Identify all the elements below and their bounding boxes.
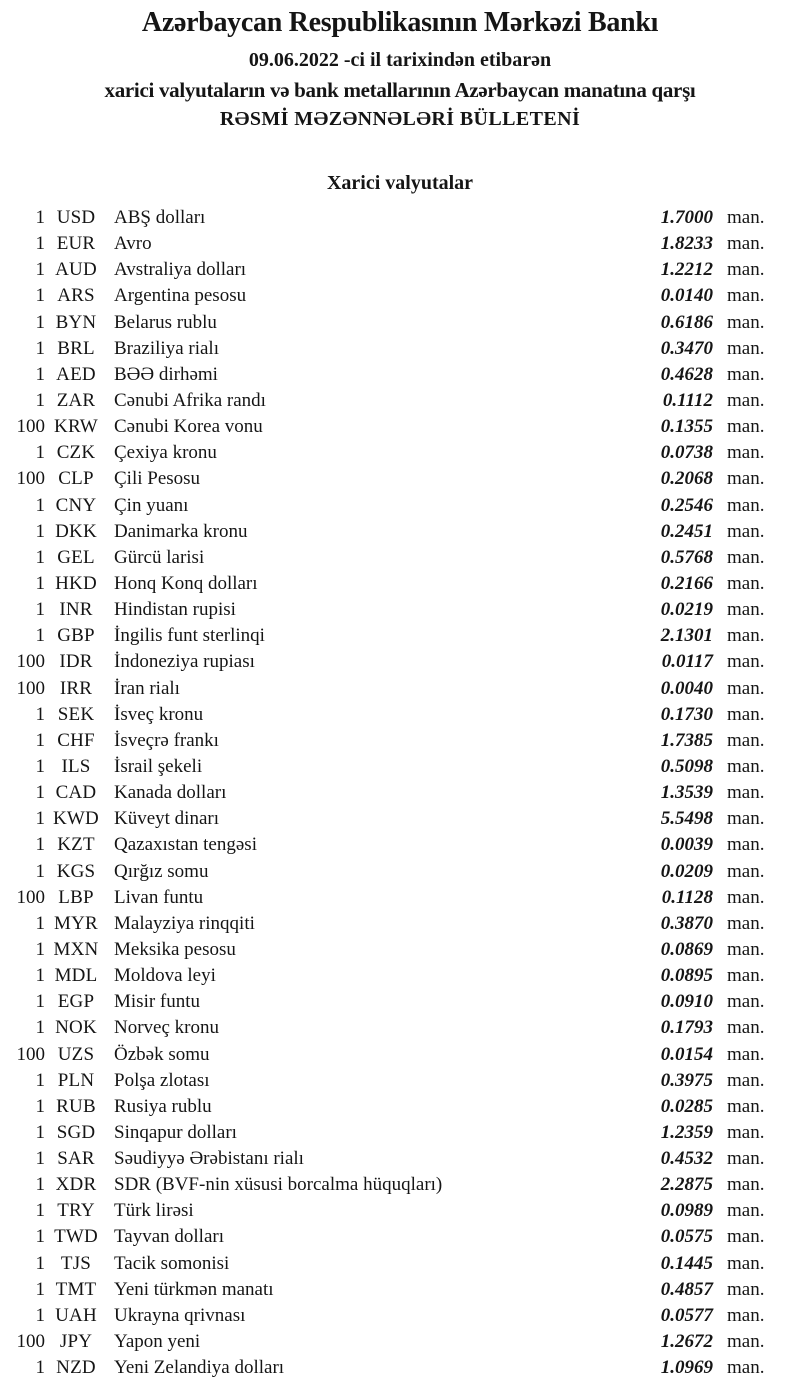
currency-unit: man. <box>727 782 765 804</box>
currency-row <box>0 466 800 492</box>
currency-name: Belarus rublu <box>114 311 217 333</box>
currency-rate: 2.1301 <box>660 625 713 647</box>
currency-rate: 0.6186 <box>660 311 713 333</box>
currency-row <box>0 832 800 858</box>
currency-unit: man. <box>727 1043 765 1065</box>
currency-name: İsrail şekeli <box>114 755 203 777</box>
currency-rate: 0.0575 <box>660 1226 713 1248</box>
currency-row <box>0 1224 800 1250</box>
currency-quantity: 1 <box>35 442 45 464</box>
currency-unit: man. <box>727 625 765 647</box>
currency-row <box>0 362 800 388</box>
currency-unit: man. <box>727 1278 765 1300</box>
currency-name: Kanada dolları <box>114 782 227 804</box>
currency-code: ARS <box>57 285 95 307</box>
currency-row <box>0 519 800 545</box>
currency-name: Moldova leyi <box>114 965 216 987</box>
currency-quantity: 1 <box>35 311 45 333</box>
currency-rate: 0.2166 <box>660 572 713 594</box>
currency-quantity: 1 <box>35 938 45 960</box>
currency-unit: man. <box>727 938 765 960</box>
currency-name: Səudiyyə Ərəbistanı rialı <box>114 1148 304 1170</box>
currency-quantity: 1 <box>35 389 45 411</box>
currency-unit: man. <box>727 1200 765 1222</box>
currency-rate: 0.4532 <box>660 1148 713 1170</box>
currency-name: Norveç kronu <box>114 1017 219 1039</box>
currency-rate: 0.0140 <box>660 285 713 307</box>
currency-unit: man. <box>727 991 765 1013</box>
currency-name: Cənubi Korea vonu <box>114 416 263 438</box>
currency-name: Özbək somu <box>114 1043 210 1065</box>
currency-row <box>0 806 800 832</box>
currency-unit: man. <box>727 677 765 699</box>
currency-code: UAH <box>55 1304 97 1326</box>
currency-row <box>0 1277 800 1303</box>
currency-unit: man. <box>727 546 765 568</box>
currency-unit: man. <box>727 1226 765 1248</box>
currency-name: Çin yuanı <box>114 494 189 516</box>
currency-row <box>0 1015 800 1041</box>
currency-rate: 0.2068 <box>660 468 713 490</box>
currency-unit: man. <box>727 311 765 333</box>
currency-code: CAD <box>55 782 97 804</box>
currency-name: ABŞ dolları <box>114 207 206 228</box>
currency-name: Tayvan dolları <box>114 1226 224 1248</box>
currency-unit: man. <box>727 1174 765 1196</box>
currency-name: Ukrayna qrivnası <box>114 1304 246 1326</box>
currency-row <box>0 623 800 649</box>
currency-rate: 0.0117 <box>661 651 713 673</box>
currency-unit: man. <box>727 808 765 830</box>
currency-quantity: 1 <box>35 572 45 594</box>
currency-code: TWD <box>54 1226 98 1248</box>
currency-rate: 1.2672 <box>660 1331 713 1353</box>
currency-rate: 2.2875 <box>660 1174 713 1196</box>
currency-quantity: 100 <box>16 468 45 490</box>
currency-rate: 0.0040 <box>660 677 713 699</box>
currency-name: Çexiya kronu <box>114 442 217 464</box>
currency-row <box>0 1172 800 1198</box>
currency-quantity: 1 <box>35 259 45 281</box>
currency-row <box>0 283 800 309</box>
currency-quantity: 1 <box>35 1357 45 1377</box>
currency-quantity: 1 <box>35 912 45 934</box>
currency-rate: 0.1793 <box>660 1017 713 1039</box>
currency-name: Polşa zlotası <box>114 1069 210 1091</box>
currency-row <box>0 1120 800 1146</box>
currency-quantity: 1 <box>35 337 45 359</box>
currency-rate: 1.0969 <box>660 1357 713 1377</box>
currency-quantity: 1 <box>35 729 45 751</box>
currency-rate: 5.5498 <box>660 808 713 830</box>
currency-rate: 0.1112 <box>662 389 713 411</box>
bulletin-subtitle-line1: xarici valyutaların və bank metallarının Azərbaycan manatına qarşı <box>104 78 696 102</box>
currency-row <box>0 989 800 1015</box>
currency-rate: 0.5098 <box>660 755 713 777</box>
currency-unit: man. <box>727 468 765 490</box>
currency-name: Hindistan rupisi <box>114 599 236 621</box>
currency-code: XDR <box>55 1174 97 1196</box>
currency-rate: 0.0989 <box>660 1200 713 1222</box>
currency-quantity: 1 <box>35 363 45 385</box>
currency-name: Yapon yeni <box>114 1331 201 1353</box>
currency-quantity: 1 <box>35 285 45 307</box>
currency-quantity: 1 <box>35 207 45 228</box>
currency-quantity: 1 <box>35 233 45 255</box>
currency-code: CNY <box>55 494 97 516</box>
currency-row <box>0 859 800 885</box>
currency-rate: 0.5768 <box>660 546 713 568</box>
currency-quantity: 1 <box>35 1252 45 1274</box>
currency-code: UZS <box>57 1043 95 1065</box>
currency-row <box>0 257 800 283</box>
currency-code: JPY <box>59 1331 93 1353</box>
currency-code: ILS <box>61 755 91 777</box>
currency-rate: 0.3470 <box>660 337 713 359</box>
currency-code: CHF <box>57 729 95 751</box>
currency-unit: man. <box>727 416 765 438</box>
currency-name: Gürcü larisi <box>114 546 205 568</box>
currency-rate: 1.3539 <box>660 782 713 804</box>
currency-code: CLP <box>58 468 94 490</box>
currency-name: Argentina pesosu <box>114 285 247 307</box>
currency-quantity: 1 <box>35 1095 45 1117</box>
bank-title: Azərbaycan Respublikasının Mərkəzi Bankı <box>141 7 659 38</box>
currency-rate: 0.3975 <box>660 1069 713 1091</box>
currency-unit: man. <box>727 1357 765 1377</box>
currency-code: BRL <box>57 337 95 359</box>
currency-quantity: 1 <box>35 965 45 987</box>
currency-quantity: 100 <box>16 651 45 673</box>
currency-rate: 1.7000 <box>660 207 713 228</box>
currency-rate: 0.1730 <box>660 703 713 725</box>
currency-unit: man. <box>727 755 765 777</box>
currency-unit: man. <box>727 1069 765 1091</box>
currency-table <box>0 205 800 1377</box>
currency-quantity: 100 <box>16 677 45 699</box>
currency-unit: man. <box>727 651 765 673</box>
currency-quantity: 100 <box>16 416 45 438</box>
currency-code: CZK <box>56 442 96 464</box>
currency-name: Küveyt dinarı <box>114 808 220 830</box>
currency-name: SDR (BVF-nin xüsusi borcalma hüquqları) <box>114 1174 443 1196</box>
currency-unit: man. <box>727 1304 765 1326</box>
currency-name: Rusiya rublu <box>114 1095 212 1117</box>
currency-rate: 0.0039 <box>660 834 713 856</box>
currency-name: Misir funtu <box>114 991 201 1013</box>
currency-row <box>0 1355 800 1377</box>
currency-quantity: 1 <box>35 703 45 725</box>
currency-code: INR <box>59 599 93 621</box>
currency-rate: 1.7385 <box>660 729 713 751</box>
bulletin-header <box>0 0 800 131</box>
currency-code: AUD <box>55 259 97 281</box>
currency-code: AED <box>56 363 96 385</box>
currency-row <box>0 1094 800 1120</box>
currency-quantity: 1 <box>35 860 45 882</box>
currency-rate: 1.8233 <box>660 233 713 255</box>
currency-quantity: 1 <box>35 599 45 621</box>
currency-code: DKK <box>55 520 97 542</box>
currency-name: Qırğız somu <box>114 860 209 882</box>
currency-rate: 0.2451 <box>660 520 713 542</box>
currency-unit: man. <box>727 442 765 464</box>
currency-row <box>0 1198 800 1224</box>
currency-rate: 0.1445 <box>660 1252 713 1274</box>
currency-row <box>0 702 800 728</box>
currency-name: İsveç kronu <box>114 703 204 725</box>
currency-rate: 0.0285 <box>660 1095 713 1117</box>
currency-quantity: 1 <box>35 991 45 1013</box>
currency-name: İngilis funt sterlinqi <box>114 625 265 647</box>
currency-unit: man. <box>727 912 765 934</box>
currency-row <box>0 1251 800 1277</box>
currency-row <box>0 676 800 702</box>
currency-unit: man. <box>727 207 765 228</box>
currency-name: Meksika pesosu <box>114 938 236 960</box>
currency-unit: man. <box>727 520 765 542</box>
currency-unit: man. <box>727 494 765 516</box>
currency-row <box>0 231 800 257</box>
currency-row <box>0 388 800 414</box>
currency-code: LBP <box>58 886 94 908</box>
currency-quantity: 1 <box>35 1200 45 1222</box>
currency-unit: man. <box>727 1331 765 1353</box>
currency-name: Avstraliya dolları <box>114 259 247 281</box>
currency-row <box>0 1146 800 1172</box>
currency-name: Tacik somonisi <box>114 1252 230 1274</box>
currency-unit: man. <box>727 363 765 385</box>
currency-rate: 0.0154 <box>660 1043 713 1065</box>
currency-row <box>0 597 800 623</box>
currency-row <box>0 205 800 231</box>
section-title-foreign-currencies: Xarici valyutalar <box>326 172 474 194</box>
currency-code: TRY <box>57 1200 95 1222</box>
currency-quantity: 100 <box>16 1331 45 1353</box>
currency-code: MXN <box>53 938 99 960</box>
currency-row <box>0 649 800 675</box>
currency-rate: 0.0910 <box>660 991 713 1013</box>
currency-unit: man. <box>727 285 765 307</box>
currency-quantity: 1 <box>35 1304 45 1326</box>
currency-quantity: 1 <box>35 834 45 856</box>
currency-unit: man. <box>727 259 765 281</box>
currency-row <box>0 1329 800 1355</box>
currency-quantity: 1 <box>35 1017 45 1039</box>
currency-name: Honq Konq dolları <box>114 572 258 594</box>
currency-name: Danimarka kronu <box>114 520 248 542</box>
currency-quantity: 1 <box>35 546 45 568</box>
currency-rate: 0.0869 <box>660 938 713 960</box>
currency-name: Livan funtu <box>114 886 204 908</box>
currency-unit: man. <box>727 572 765 594</box>
currency-rate: 0.0577 <box>660 1304 713 1326</box>
currency-unit: man. <box>727 389 765 411</box>
currency-row <box>0 963 800 989</box>
currency-quantity: 1 <box>35 1148 45 1170</box>
currency-name: BƏƏ dirhəmi <box>114 363 218 385</box>
currency-code: USD <box>56 207 96 228</box>
currency-quantity: 1 <box>35 1226 45 1248</box>
currency-code: TJS <box>60 1252 92 1274</box>
currency-unit: man. <box>727 1121 765 1143</box>
currency-name: Malayziya rinqqiti <box>114 912 255 934</box>
currency-code: KRW <box>54 416 98 438</box>
currency-code: NZD <box>56 1357 96 1377</box>
bulletin-subtitle-line2: RƏSMİ MƏZƏNNƏLƏRİ BÜLLETENİ <box>219 108 581 130</box>
currency-code: EGP <box>57 991 95 1013</box>
currency-name: Qazaxıstan tengəsi <box>114 834 257 856</box>
currency-unit: man. <box>727 233 765 255</box>
currency-quantity: 1 <box>35 755 45 777</box>
currency-code: PLN <box>57 1069 95 1091</box>
currency-name: Yeni Zelandiya dolları <box>114 1357 285 1377</box>
currency-rate: 0.0738 <box>660 442 713 464</box>
currency-row <box>0 937 800 963</box>
currency-code: IDR <box>59 651 93 673</box>
currency-row <box>0 911 800 937</box>
currency-rate: 0.0209 <box>660 860 713 882</box>
currency-code: HKD <box>55 572 97 594</box>
currency-name: Braziliya rialı <box>114 337 219 359</box>
currency-name: Sinqapur dolları <box>114 1121 237 1143</box>
currency-name: Cənubi Afrika randı <box>114 389 266 411</box>
currency-unit: man. <box>727 965 765 987</box>
currency-row <box>0 493 800 519</box>
currency-code: MYR <box>54 912 98 934</box>
currency-code: GEL <box>57 546 95 568</box>
currency-unit: man. <box>727 599 765 621</box>
currency-row <box>0 754 800 780</box>
currency-rate: 0.3870 <box>660 912 713 934</box>
currency-quantity: 100 <box>16 886 45 908</box>
currency-code: RUB <box>56 1095 96 1117</box>
currency-code: NOK <box>55 1017 97 1039</box>
currency-rate: 0.0219 <box>660 599 713 621</box>
currency-rate: 1.2212 <box>660 259 713 281</box>
currency-rate: 1.2359 <box>660 1121 713 1143</box>
currency-row <box>0 885 800 911</box>
currency-unit: man. <box>727 834 765 856</box>
currency-code: KWD <box>53 808 99 830</box>
currency-code: IRR <box>59 677 93 699</box>
currency-quantity: 1 <box>35 1174 45 1196</box>
currency-row <box>0 728 800 754</box>
currency-unit: man. <box>727 1252 765 1274</box>
currency-rate: 0.1355 <box>660 416 713 438</box>
currency-row <box>0 1042 800 1068</box>
currency-name: Yeni türkmən manatı <box>114 1278 274 1300</box>
currency-unit: man. <box>727 1095 765 1117</box>
currency-code: SGD <box>56 1121 96 1143</box>
currency-quantity: 1 <box>35 1278 45 1300</box>
currency-code: SEK <box>57 703 95 725</box>
currency-name: İndoneziya rupiası <box>114 651 255 673</box>
currency-quantity: 1 <box>35 625 45 647</box>
currency-quantity: 1 <box>35 808 45 830</box>
currency-code: TMT <box>55 1278 97 1300</box>
effective-date-line: 09.06.2022 -ci il tarixindən etibarən <box>248 49 552 71</box>
currency-rate: 0.2546 <box>660 494 713 516</box>
currency-unit: man. <box>727 886 765 908</box>
currency-name: İsveçrə frankı <box>114 729 219 751</box>
currency-row <box>0 414 800 440</box>
currency-row <box>0 1068 800 1094</box>
currency-rate: 0.1128 <box>661 886 713 908</box>
currency-row <box>0 1303 800 1329</box>
currency-code: SAR <box>57 1148 95 1170</box>
currency-code: BYN <box>55 311 97 333</box>
currency-quantity: 1 <box>35 494 45 516</box>
currency-rate: 0.4857 <box>660 1278 713 1300</box>
currency-row <box>0 336 800 362</box>
currency-rate: 0.4628 <box>660 363 713 385</box>
currency-name: İran rialı <box>114 677 180 699</box>
currency-unit: man. <box>727 337 765 359</box>
currency-code: EUR <box>56 233 96 255</box>
currency-code: KZT <box>57 834 95 856</box>
currency-row <box>0 310 800 336</box>
currency-code: ZAR <box>56 389 96 411</box>
currency-unit: man. <box>727 860 765 882</box>
currency-rate: 0.0895 <box>660 965 713 987</box>
currency-row <box>0 571 800 597</box>
currency-unit: man. <box>727 1148 765 1170</box>
currency-quantity: 1 <box>35 1069 45 1091</box>
currency-code: GBP <box>57 625 95 647</box>
currency-quantity: 1 <box>35 782 45 804</box>
currency-quantity: 100 <box>16 1043 45 1065</box>
currency-code: MDL <box>54 965 98 987</box>
currency-name: Avro <box>114 233 152 255</box>
currency-unit: man. <box>727 729 765 751</box>
currency-name: Çili Pesosu <box>114 468 201 490</box>
currency-name: Türk lirəsi <box>114 1200 194 1222</box>
currency-row <box>0 545 800 571</box>
currency-unit: man. <box>727 703 765 725</box>
currency-row <box>0 780 800 806</box>
currency-quantity: 1 <box>35 520 45 542</box>
currency-quantity: 1 <box>35 1121 45 1143</box>
currency-row <box>0 440 800 466</box>
currency-unit: man. <box>727 1017 765 1039</box>
currency-code: KGS <box>56 860 96 882</box>
